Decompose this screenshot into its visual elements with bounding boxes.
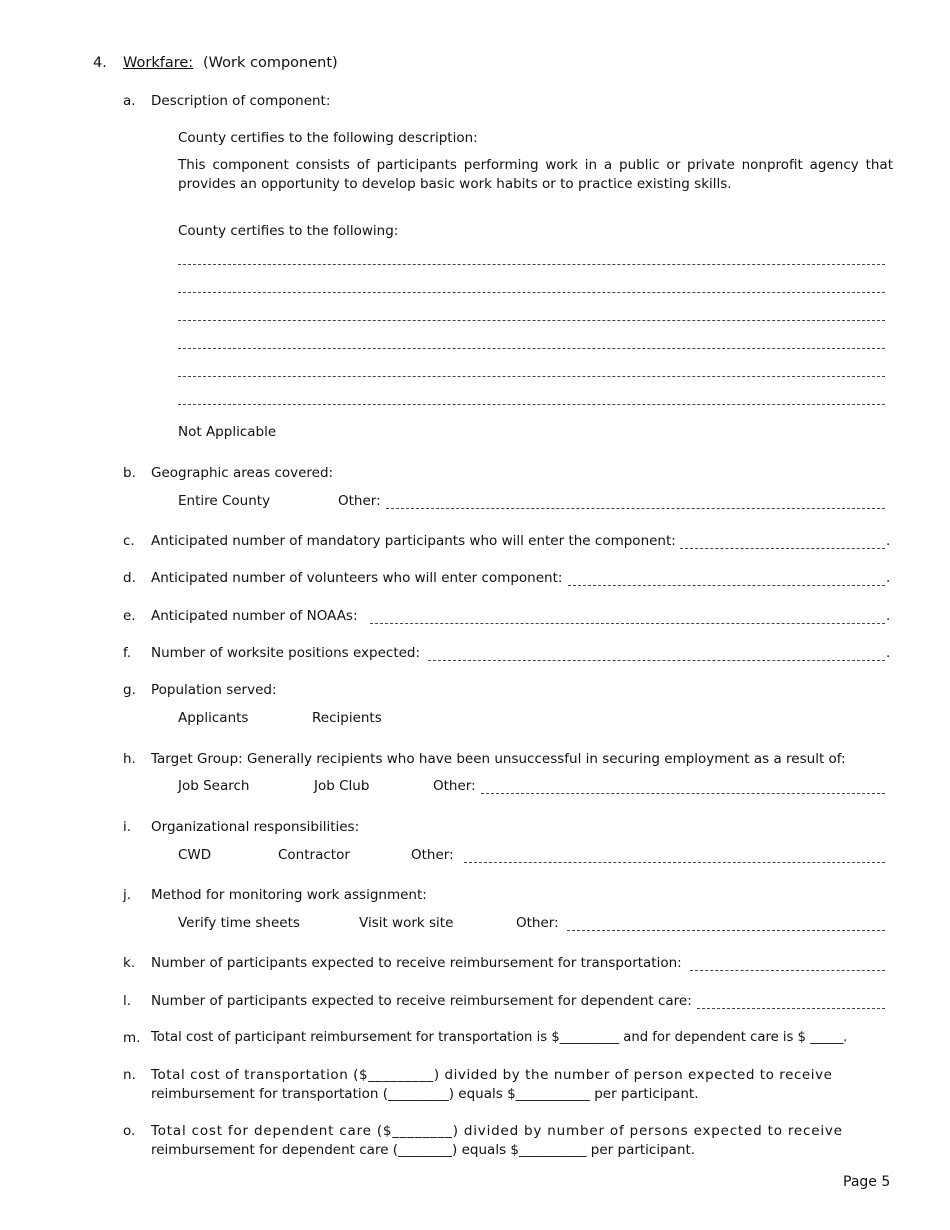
section-title: Workfare: bbox=[123, 55, 194, 71]
item-l-letter: l. bbox=[123, 993, 132, 1009]
item-c-period: . bbox=[886, 533, 891, 549]
item-l-label: Number of participants expected to receive reimbursement for dependent care: bbox=[151, 993, 692, 1009]
dependent-care-participants-field[interactable] bbox=[697, 1008, 885, 1009]
component-description: This component consists of participants performing work in a public or private nonprofit agency that provides an opportunity to develop basic work habits or to practice existing skills. bbox=[178, 157, 893, 192]
contractor-option[interactable]: Contractor bbox=[278, 847, 350, 863]
item-i-label: Organizational responsibilities: bbox=[151, 819, 360, 835]
not-applicable-option[interactable]: Not Applicable bbox=[178, 424, 277, 440]
item-f-period: . bbox=[886, 645, 891, 661]
item-o-line-2: reimbursement for dependent care (________) equals $__________ per participant. bbox=[151, 1142, 696, 1158]
item-e-label: Anticipated number of NOAAs: bbox=[151, 608, 358, 624]
item-d-letter: d. bbox=[123, 570, 136, 586]
monitoring-other-field[interactable] bbox=[567, 930, 885, 931]
item-h-label: Target Group: Generally recipients who have been unsuccessful in securing employment as a result of: bbox=[151, 751, 846, 767]
certifies-following-label: County certifies to the following: bbox=[178, 223, 399, 239]
item-d-period: . bbox=[886, 570, 891, 586]
geographic-other-field[interactable] bbox=[386, 508, 885, 509]
org-other-label: Other: bbox=[411, 847, 454, 863]
item-j-letter: j. bbox=[123, 887, 132, 903]
visit-work-site-option[interactable]: Visit work site bbox=[359, 915, 454, 931]
item-a-letter: a. bbox=[123, 93, 136, 109]
entire-county-option[interactable]: Entire County bbox=[178, 493, 271, 509]
target-group-other-label: Other: bbox=[433, 778, 476, 794]
item-f-letter: f. bbox=[123, 645, 132, 661]
job-club-option[interactable]: Job Club bbox=[314, 778, 370, 794]
item-b-letter: b. bbox=[123, 465, 136, 481]
transportation-participants-field[interactable] bbox=[690, 970, 885, 971]
item-e-period: . bbox=[886, 608, 891, 624]
item-i-letter: i. bbox=[123, 819, 132, 835]
target-group-other-field[interactable] bbox=[481, 793, 885, 794]
item-m-text: Total cost of participant reimbursement for transportation is $_________ and for dependent care is $ _____. bbox=[151, 1030, 848, 1045]
certifies-description-label: County certifies to the following description: bbox=[178, 130, 478, 146]
worksite-positions-field[interactable] bbox=[428, 660, 885, 661]
item-k-label: Number of participants expected to receive reimbursement for transportation: bbox=[151, 955, 682, 971]
job-search-option[interactable]: Job Search bbox=[178, 778, 250, 794]
item-n-letter: n. bbox=[123, 1067, 136, 1083]
item-c-label: Anticipated number of mandatory participants who will enter the component: bbox=[151, 533, 676, 549]
certification-line-2[interactable] bbox=[178, 292, 885, 293]
noaas-field[interactable] bbox=[370, 623, 885, 624]
item-o-line-1: Total cost for dependent care ($________) divided by number of persons expected to receive bbox=[151, 1123, 843, 1139]
item-b-label: Geographic areas covered: bbox=[151, 465, 334, 481]
certification-line-5[interactable] bbox=[178, 376, 885, 377]
item-h-letter: h. bbox=[123, 751, 136, 767]
item-o-letter: o. bbox=[123, 1123, 136, 1139]
mandatory-participants-field[interactable] bbox=[680, 548, 885, 549]
item-g-label: Population served: bbox=[151, 682, 277, 698]
certification-line-1[interactable] bbox=[178, 264, 885, 265]
recipients-option[interactable]: Recipients bbox=[312, 710, 382, 726]
section-number: 4. bbox=[93, 55, 107, 71]
item-c-letter: c. bbox=[123, 533, 135, 549]
certification-line-3[interactable] bbox=[178, 320, 885, 321]
section-subtitle: (Work component) bbox=[203, 55, 338, 71]
monitoring-other-label: Other: bbox=[516, 915, 559, 931]
volunteers-field[interactable] bbox=[568, 585, 885, 586]
item-d-label: Anticipated number of volunteers who will enter component: bbox=[151, 570, 563, 586]
item-k-letter: k. bbox=[123, 955, 136, 971]
applicants-option[interactable]: Applicants bbox=[178, 710, 249, 726]
cwd-option[interactable]: CWD bbox=[178, 847, 212, 863]
item-n-line-1: Total cost of transportation ($_________) divided by the number of person expected to receive bbox=[151, 1067, 833, 1083]
org-other-field[interactable] bbox=[464, 862, 885, 863]
item-n-line-2: reimbursement for transportation (_________) equals $___________ per participant. bbox=[151, 1086, 699, 1102]
item-f-label: Number of worksite positions expected: bbox=[151, 645, 421, 661]
page-number: Page 5 bbox=[843, 1174, 891, 1190]
item-e-letter: e. bbox=[123, 608, 136, 624]
certification-line-6[interactable] bbox=[178, 404, 885, 405]
certification-line-4[interactable] bbox=[178, 348, 885, 349]
item-m-letter: m. bbox=[123, 1030, 141, 1046]
item-a-label: Description of component: bbox=[151, 93, 331, 109]
item-g-letter: g. bbox=[123, 682, 136, 698]
verify-time-sheets-option[interactable]: Verify time sheets bbox=[178, 915, 300, 931]
geographic-other-label: Other: bbox=[338, 493, 381, 509]
item-j-label: Method for monitoring work assignment: bbox=[151, 887, 427, 903]
